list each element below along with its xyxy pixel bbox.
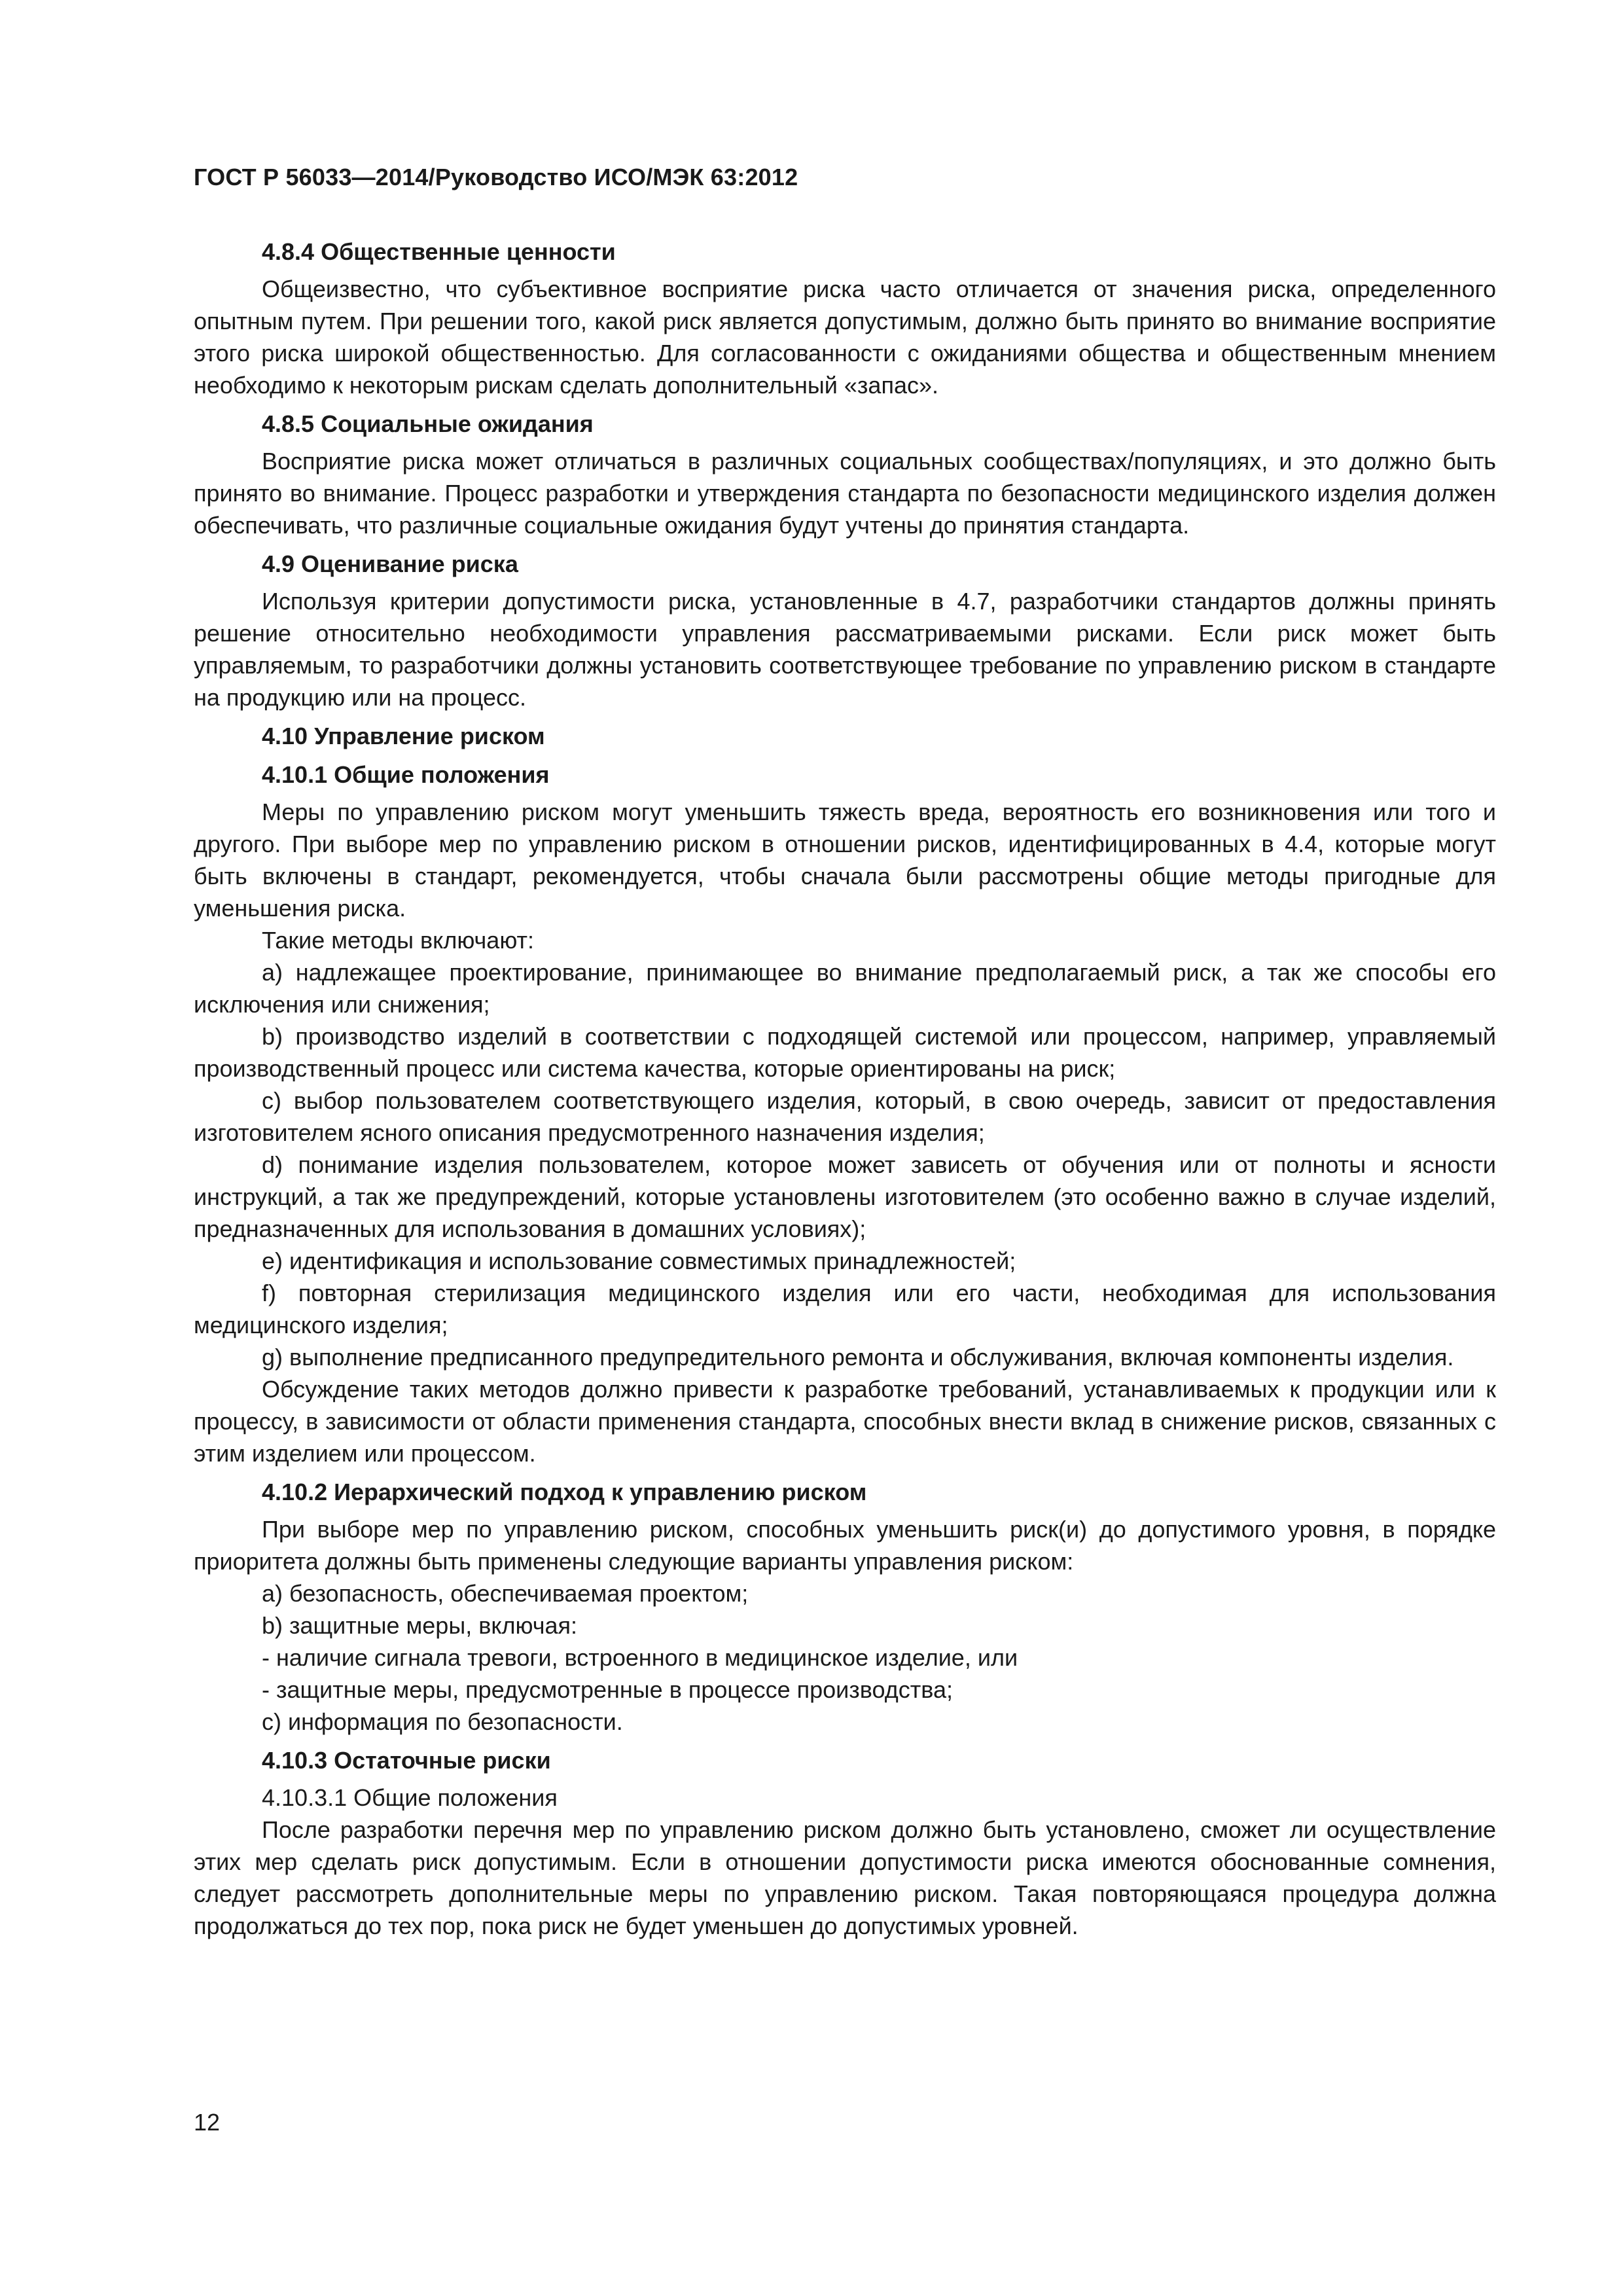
section-4-10-1-text: Меры по управлению риском могут уменьшить тяжесть вреда, вероятность его возникновения или того и другого. При выборе мер по управлению риском в отношении рисков, идентифицированных в 4.4, которые могут быть включены в стандарт, рекомендуется, чтобы сначала были рассмотрены общие методы пригодные для уменьшения риска. [194, 798, 1496, 922]
list-item: a) надлежащее проектирование, принимающее во внимание предполагаемый риск, а так же способы его исключения или снижения; [194, 959, 1496, 1018]
section-4-8-5-heading: 4.8.5 Социальные ожидания [262, 410, 594, 437]
section-4-8-4-text: Общеизвестно, что субъективное восприятие риска часто отличается от значения риска, определенного опытным путем. При решении того, какой риск является допустимым, должно быть принято во внимание восприятие этого риска широкой общественностью. Для согласованности с ожиданиями общества и общественным мнением необходимо к некоторым рискам сделать дополнительный «запас». [194, 276, 1496, 399]
list-item: e) идентификация и использование совместимых принадлежностей; [262, 1247, 1016, 1274]
list-item: d) понимание изделия пользователем, которое может зависеть от обучения или от полноты и ясности инструкций, а так же предупреждений, которые установлены изготовителем (это особенно важно в случае изделий, предназначенных для использования в домашних условиях); [194, 1151, 1496, 1242]
list-item: f) повторная стерилизация медицинского изделия или его части, необходимая для использования медицинского изделия; [194, 1280, 1496, 1338]
document-header: ГОСТ Р 56033—2014/Руководство ИСО/МЭК 63:2012 [194, 164, 798, 190]
list-item: - защитные меры, предусмотренные в процессе производства; [262, 1676, 953, 1703]
section-4-10-2-text: При выборе мер по управлению риском, способных уменьшить риск(и) до допустимого уровня, в порядке приоритета должны быть применены следующие варианты управления риском: [194, 1516, 1496, 1575]
section-4-8-4-heading: 4.8.4 Общественные ценности [262, 238, 616, 265]
section-4-10-2-heading: 4.10.2 Иерархический подход к управлению риском [262, 1479, 867, 1505]
list-item: c) информация по безопасности. [262, 1708, 623, 1735]
list-item: - наличие сигнала тревоги, встроенного в медицинское изделие, или [262, 1644, 1018, 1671]
section-4-10-1-heading: 4.10.1 Общие положения [262, 761, 550, 788]
section-4-10-heading: 4.10 Управление риском [262, 723, 545, 749]
list-item: g) выполнение предписанного предупредительного ремонта и обслуживания, включая компоненты изделия. [262, 1344, 1454, 1371]
section-4-10-3-heading: 4.10.3 Остаточные риски [262, 1747, 551, 1774]
list-item: c) выбор пользователем соответствующего изделия, который, в свою очередь, зависит от предоставления изготовителем ясного описания предусмотренного назначения изделия; [194, 1087, 1496, 1146]
list-item: a) безопасность, обеспечиваемая проектом; [262, 1580, 749, 1607]
section-4-10-1-intro: Такие методы включают: [262, 927, 535, 954]
section-4-10-3-1-text: После разработки перечня мер по управлению риском должно быть установлено, сможет ли осуществление этих мер сделать риск допустимым. Если в отношении допустимости риска имеются обоснованные сомнения, следует рассмотреть дополнительные меры по управлению риском. Такая повторяющаяся процедура должна продолжаться до тех пор, пока риск не будет уменьшен до допустимых уровней. [194, 1816, 1496, 1939]
section-4-8-5-text: Восприятие риска может отличаться в различных социальных сообществах/популяциях, и это должно быть принято во внимание. Процесс разработки и утверждения стандарта по безопасности медицинского изделия должен обеспечивать, что различные социальные ожидания будут учтены до принятия стандарта. [194, 448, 1496, 539]
document-body [194, 229, 1496, 1942]
section-4-9-text: Используя критерии допустимости риска, установленные в 4.7, разработчики стандартов должны принять решение относительно необходимости управления рассматриваемыми рисками. Если риск может быть управляемым, то разработчики должны установить соответствующее требование по управлению риском в стандарте на продукцию или на процесс. [194, 588, 1496, 711]
list-item: b) производство изделий в соответствии с подходящей системой или процессом, например, управляемый производственный процесс или система качества, которые ориентированы на риск; [194, 1023, 1496, 1082]
section-4-9-heading: 4.9 Оценивание риска [262, 550, 518, 577]
section-4-10-1-closing: Обсуждение таких методов должно привести к разработке требований, устанавливаемых к продукции или к процессу, в зависимости от области применения стандарта, способных внести вклад в снижение рисков, связанных с этим изделием или процессом. [194, 1376, 1496, 1467]
page-number: 12 [194, 2109, 221, 2136]
section-4-10-3-1-heading: 4.10.3.1 Общие положения [262, 1784, 558, 1811]
list-item: b) защитные меры, включая: [262, 1612, 577, 1639]
